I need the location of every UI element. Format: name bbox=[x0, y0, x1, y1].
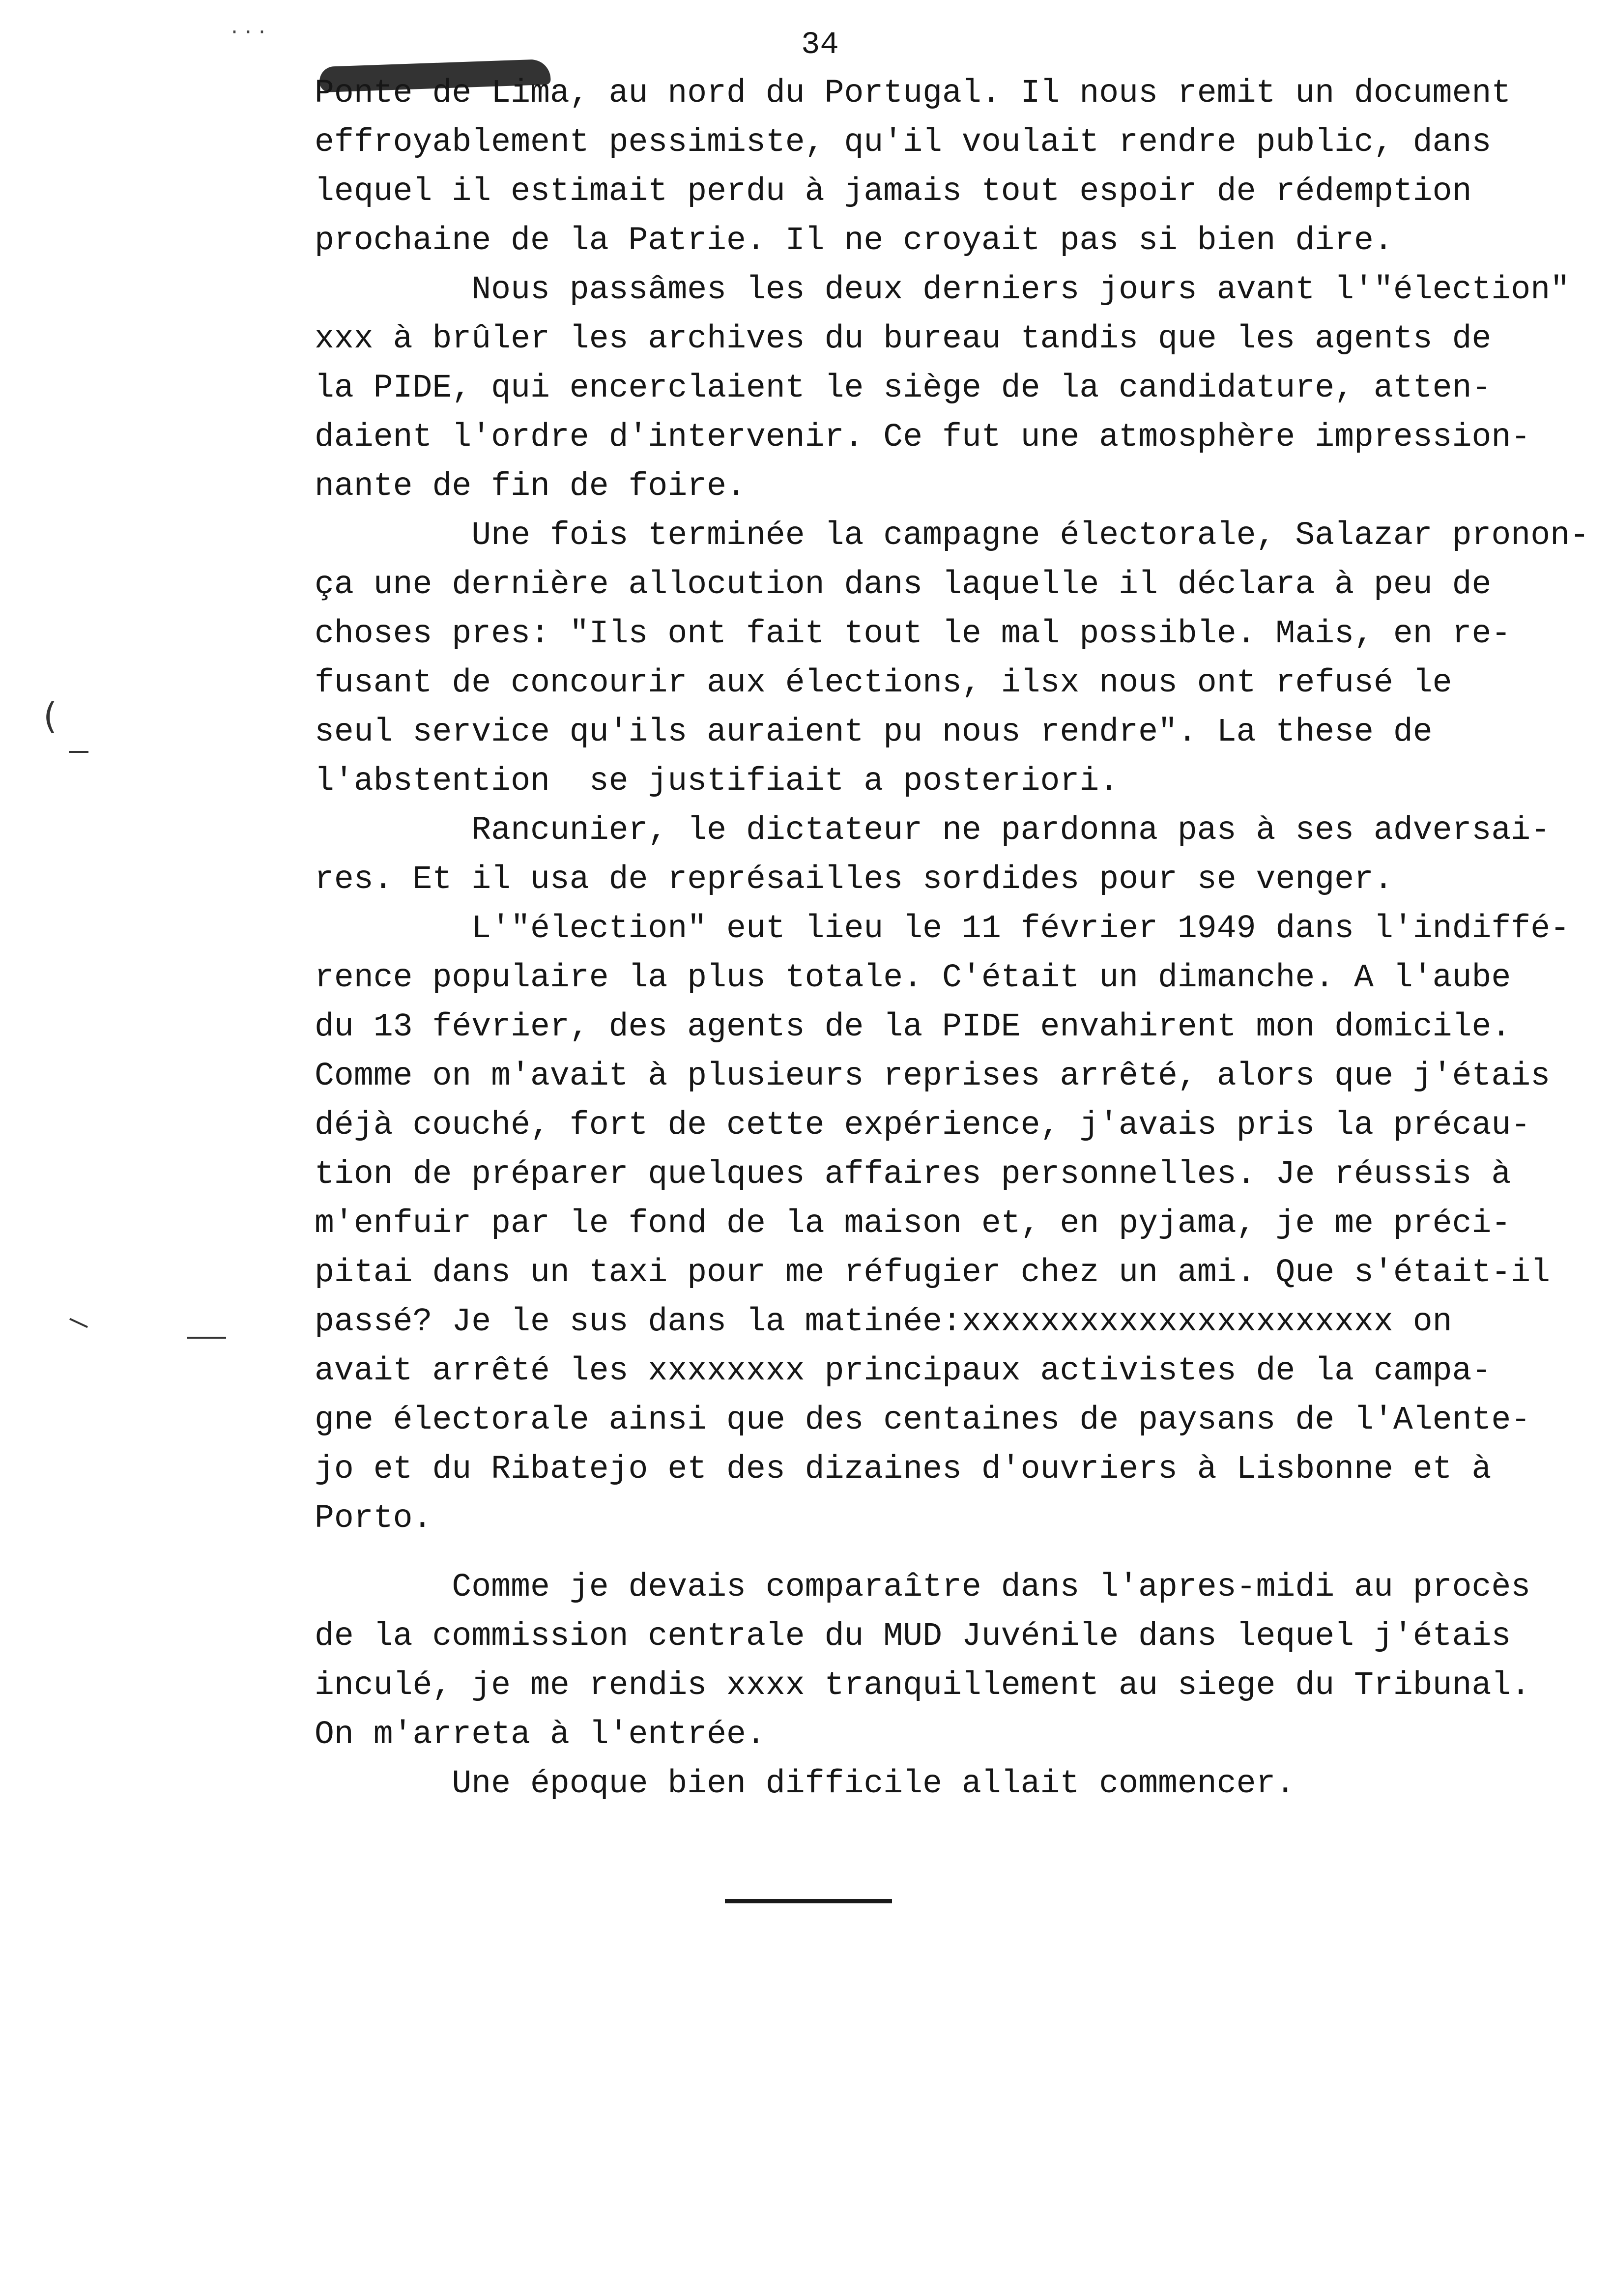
margin-dash-mark bbox=[69, 1318, 88, 1328]
text-line: Comme je devais comparaître dans l'apres-midi au procès bbox=[315, 1569, 1531, 1606]
text-line: Ponte de Lima, au nord du Portugal. Il nous remit un document bbox=[315, 75, 1511, 112]
text-line: gne électorale ainsi que des centaines de paysans de l'Alente- bbox=[315, 1402, 1531, 1438]
text-line: rence populaire la plus totale. C'était un dimanche. A l'aube bbox=[315, 959, 1511, 996]
text-line: pitai dans un taxi pour me réfugier chez un ami. Que s'était-il bbox=[315, 1254, 1551, 1291]
text-line: du 13 février, des agents de la PIDE envahirent mon domicile. bbox=[315, 1008, 1511, 1045]
text-line: jo et du Ribatejo et des dizaines d'ouvriers à Lisbonne et à bbox=[315, 1451, 1492, 1488]
text-line: Une époque bien difficile allait commencer. bbox=[315, 1765, 1295, 1802]
text-line: avait arrêté les xxxxxxxx principaux activistes de la campa- bbox=[315, 1352, 1492, 1389]
text-line: res. Et il usa de représailles sordides pour se venger. bbox=[315, 861, 1393, 898]
margin-dash-mark bbox=[187, 1337, 226, 1339]
text-line: tion de préparer quelques affaires personnelles. Je réussis à bbox=[315, 1156, 1511, 1193]
text-line: effroyablement pessimiste, qu'il voulait rendre public, dans bbox=[315, 124, 1492, 161]
section-separator-rule bbox=[725, 1899, 892, 1903]
margin-dash-mark bbox=[69, 751, 88, 753]
text-line: la PIDE, qui encerclaient le siège de la candidature, atten- bbox=[315, 370, 1492, 406]
page-number: 34 bbox=[801, 28, 839, 63]
text-line: Comme on m'avait à plusieurs reprises arrêté, alors que j'étais bbox=[315, 1058, 1551, 1094]
text-line: Rancunier, le dictateur ne pardonna pas à ses adversai- bbox=[315, 812, 1551, 849]
text-line: Porto. bbox=[315, 1500, 432, 1537]
text-line: lequel il estimait perdu à jamais tout espoir de rédemption bbox=[315, 173, 1472, 210]
text-line: nante de fin de foire. bbox=[315, 468, 746, 505]
text-line: ça une dernière allocution dans laquelle il déclara à peu de bbox=[315, 566, 1492, 603]
text-line: Une fois terminée la campagne électorale, Salazar pronon- bbox=[315, 517, 1589, 554]
text-line: prochaine de la Patrie. Il ne croyait pas si bien dire. bbox=[315, 222, 1393, 259]
text-line: seul service qu'ils auraient pu nous rendre". La these de bbox=[315, 714, 1433, 750]
text-line: Nous passâmes les deux derniers jours avant l'"élection" bbox=[315, 271, 1570, 308]
text-line: L'"élection" eut lieu le 11 février 1949 dans l'indiffé- bbox=[315, 910, 1570, 947]
text-line: de la commission centrale du MUD Juvénile dans lequel j'étais bbox=[315, 1618, 1511, 1655]
document-body bbox=[315, 69, 1592, 1808]
text-line: daient l'ordre d'intervenir. Ce fut une atmosphère impression- bbox=[315, 419, 1531, 456]
text-line: m'enfuir par le fond de la maison et, en pyjama, je me préci- bbox=[315, 1205, 1511, 1242]
text-line: xxx à brûler les archives du bureau tandis que les agents de bbox=[315, 320, 1492, 357]
text-line: l'abstention se justifiait a posteriori. bbox=[315, 763, 1119, 800]
text-line: On m'arreta à l'entrée. bbox=[315, 1716, 766, 1753]
text-line: déjà couché, fort de cette expérience, j'avais pris la précau- bbox=[315, 1107, 1531, 1144]
text-line: fusant de concourir aux élections, ilsx nous ont refusé le bbox=[315, 664, 1452, 701]
text-line: choses pres: "Ils ont fait tout le mal possible. Mais, en re- bbox=[315, 615, 1511, 652]
text-line: inculé, je me rendis xxxx tranquillement au siege du Tribunal. bbox=[315, 1667, 1531, 1704]
text-line: passé? Je le sus dans la matinée:xxxxxxxxxxxxxxxxxxxxxx on bbox=[315, 1303, 1452, 1340]
paragraph-gap bbox=[315, 1543, 1592, 1563]
margin-bracket-mark: ( bbox=[43, 695, 58, 737]
margin-smudge: · · · bbox=[231, 20, 265, 45]
